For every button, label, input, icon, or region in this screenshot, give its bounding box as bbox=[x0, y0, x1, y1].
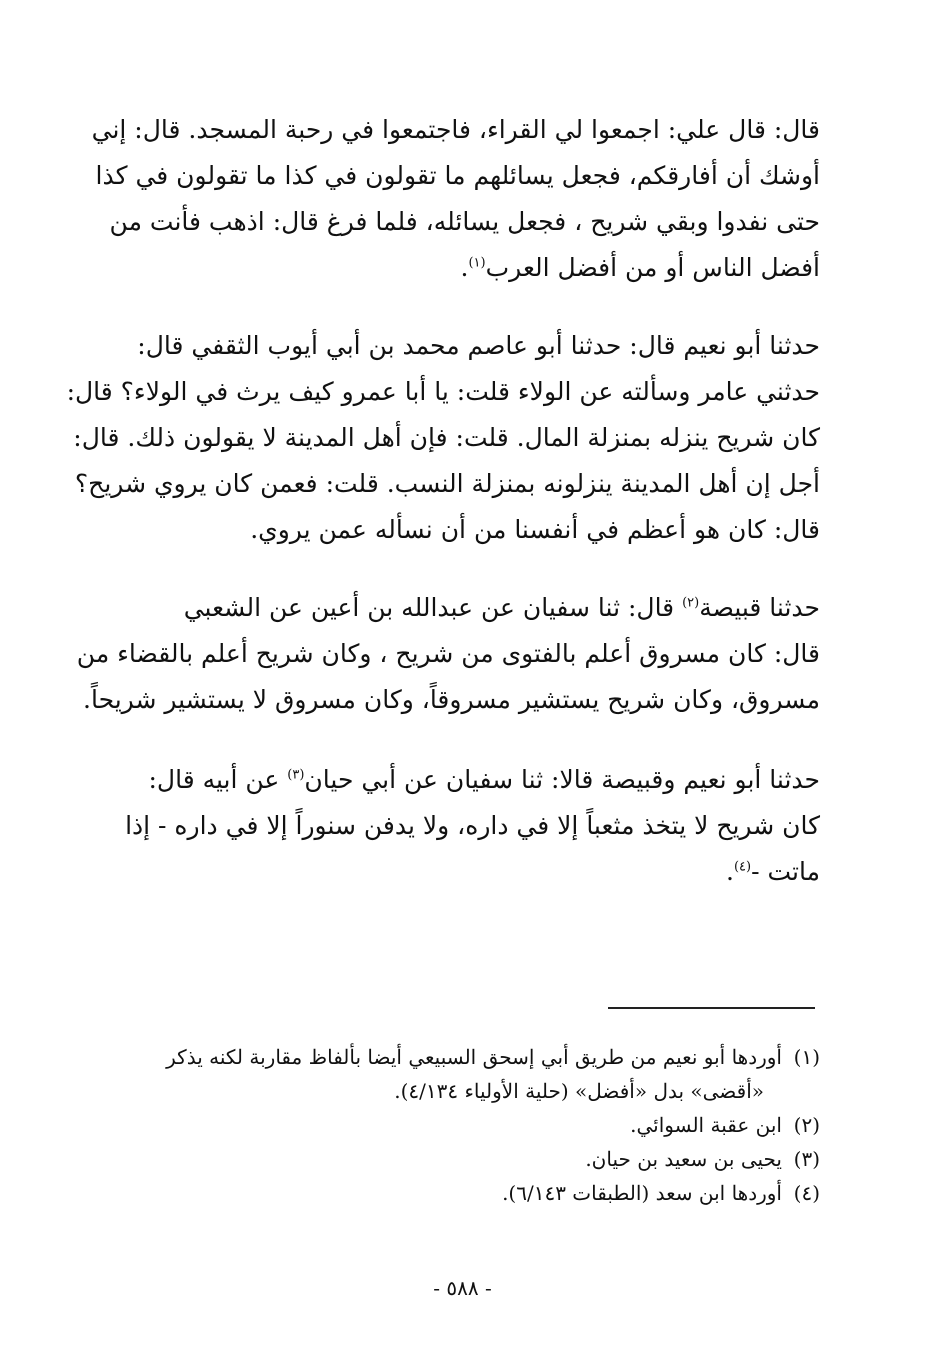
text-fragment: ماتت - bbox=[751, 857, 820, 886]
text-fragment: أفضل الناس أو من أفضل العرب bbox=[485, 253, 820, 282]
text-fragment: عن أبيه قال: bbox=[148, 765, 288, 794]
footnote-4 bbox=[108, 1176, 820, 1210]
text-line: قال: قال علي: اجمعوا لي القراء، فاجتمعوا في رحبة المسجد. قال: إني bbox=[91, 115, 820, 144]
text-line-last bbox=[108, 849, 820, 895]
paragraph-2 bbox=[66, 323, 820, 553]
footnote-divider bbox=[608, 1007, 815, 1009]
text-line: كان شريح ينزله بمنزلة المال. قلت: فإن أهل المدينة لا يقولون ذلك. قال: bbox=[73, 423, 820, 452]
text-fragment: قال: ثنا سفيان عن عبدالله بن أعين عن الشعبي bbox=[183, 593, 683, 622]
paragraph-1 bbox=[91, 107, 820, 291]
footnote-text: أوردها أبو نعيم من طريق أبي إسحق السبيعي أيضا بألفاظ مقاربة لكنه يذكر bbox=[166, 1045, 782, 1069]
footnote-text: أوردها ابن سعد (الطبقات ٦/١٤٣). bbox=[502, 1181, 782, 1205]
text-line: قال: كان مسروق أعلم بالفتوى من شريح ، وكان شريح أعلم بالقضاء من bbox=[76, 639, 820, 668]
paragraph-4 bbox=[108, 757, 820, 895]
paragraph-3 bbox=[76, 585, 820, 723]
footnote-text: ابن عقبة السوائي. bbox=[630, 1113, 782, 1137]
text-line: مسروق، وكان شريح يستشير مسروقاً، وكان مسروق لا يستشير شريحاً. bbox=[83, 685, 820, 714]
punctuation: . bbox=[725, 857, 734, 886]
text-line: حدثني عامر وسألته عن الولاء قلت: يا أبا عمرو كيف يرث في الولاء؟ قال: bbox=[66, 377, 820, 406]
footnote-3 bbox=[108, 1142, 820, 1176]
text-line-first bbox=[108, 585, 820, 631]
footnote-number: (١) bbox=[793, 1045, 820, 1069]
text-line: كان شريح لا يتخذ مثعباً إلا في داره، ولا يدفن سنوراً إلا في داره - إذا bbox=[125, 811, 820, 840]
text-fragment: حدثنا أبو نعيم وقبيصة قالا: ثنا سفيان عن أبي حيان bbox=[304, 765, 820, 794]
footnote-text: يحيى بن سعيد بن حيان. bbox=[585, 1147, 782, 1171]
text-line: أجل إن أهل المدينة ينزلونه بمنزلة النسب. قلت: فعمن كان يروي شريح؟ bbox=[74, 469, 820, 498]
footnote-number: (٤) bbox=[793, 1181, 820, 1205]
page-number: - ٥٨٨ - bbox=[433, 1276, 492, 1300]
text-line-first bbox=[108, 757, 820, 803]
footnote-ref-2[interactable]: (٢) bbox=[682, 595, 700, 611]
text-line: حتى نفدوا وبقي شريح ، فجعل يسائله، فلما فرغ قال: اذهب فأنت من bbox=[109, 207, 820, 236]
text-line: قال: كان هو أعظم في أنفسنا من أن نسأله عمن يروي. bbox=[250, 515, 820, 544]
punctuation: . bbox=[460, 253, 469, 282]
footnote-1-continuation: «أقضى» بدل «أفضل» (حلية الأولياء ٤/١٣٤). bbox=[394, 1079, 764, 1103]
footnote-1 bbox=[108, 1040, 820, 1074]
footnotes bbox=[108, 1040, 820, 1210]
footnote-ref-4[interactable]: (٤) bbox=[733, 859, 752, 875]
text-fragment: حدثنا قبيصة bbox=[699, 593, 820, 622]
footnote-ref-3[interactable]: (٣) bbox=[287, 767, 305, 783]
text-line: أوشك أن أفارقكم، فجعل يسائلهم ما تقولون في كذا ما تقولون في كذا bbox=[95, 161, 820, 190]
footnote-ref-1[interactable]: (١) bbox=[468, 255, 486, 271]
footnote-2 bbox=[108, 1108, 820, 1142]
text-line-last bbox=[108, 245, 820, 291]
footnote-number: (٣) bbox=[793, 1147, 820, 1171]
footnote-number: (٢) bbox=[793, 1113, 820, 1137]
text-line: حدثنا أبو نعيم قال: حدثنا أبو عاصم محمد بن أبي أيوب الثقفي قال: bbox=[137, 331, 820, 360]
